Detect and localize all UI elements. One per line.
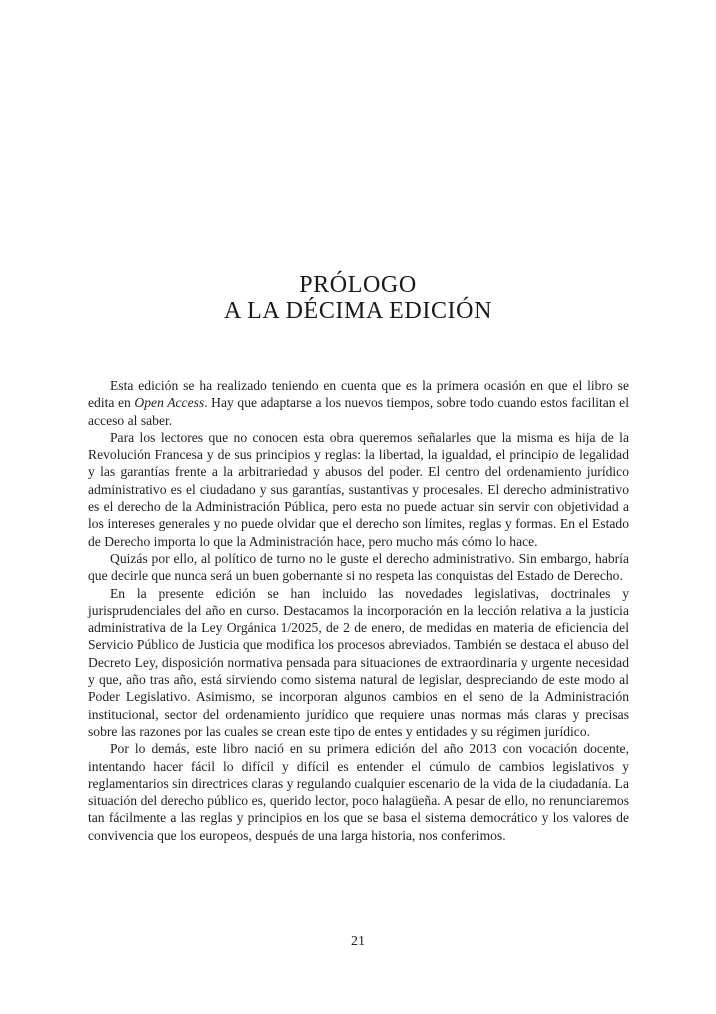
paragraph-5: Por lo demás, este libro nació en su primera edición del año 2013 con vocación docente, intentando hacer fácil lo difícil y difícil es entender el cúmulo de cambios legislativos y reglamentarios sin directrices claras y regulando cualquier escenario de la vida de la ciudadanía. La situación del derecho público es, querido lector, poco halagüeña. A pesar de ello, no renunciaremos tan fácilmente a las reglas y principios en los que se basa el sistema democrático y los valores de convivencia que los europeos, después de una larga historia, nos conferimos.	[88, 741, 629, 843]
chapter-heading	[0, 272, 716, 324]
paragraph-1	[88, 377, 629, 429]
paragraph-3: Quizás por ello, al político de turno no le guste el derecho administrativo. Sin embargo, habría que decirle que nunca será un buen gobernante si no respeta las conquistas del Estado de Derecho.	[88, 550, 629, 584]
paragraph-2: Para los lectores que no conocen esta obra queremos señalarles que la misma es hija de la Revolución Francesa y de sus principios y reglas: la libertad, la igualdad, el principio de legalidad y las garantías frente a la arbitrariedad y abusos del poder. El centro del ordenamiento jurídico administrativo es el ciudadano y sus garantías, sustantivas y procesales. El derecho administrativo es el derecho de la Administración Pública, pero esta no puede actuar sin servir con objetividad a los intereses generales y no puede olvidar que el derecho son límites, reglas y formas. En el Estado de Derecho importa lo que la Administración hace, pero mucho más cómo lo hace.	[88, 429, 629, 549]
heading-line-2: A LA DÉCIMA EDICIÓN	[223, 298, 493, 324]
prologue-body	[88, 377, 629, 844]
heading-line-1: PRÓLOGO	[299, 272, 417, 298]
open-access-term: Open Access	[134, 395, 205, 411]
paragraph-4: En la presente edición se han incluido las novedades legislativas, doctrinales y jurisprudenciales del año en curso. Destacamos la incorporación en la lección relativa a la justicia administrativa de la Ley Orgánica 1/2025, de 2 de enero, de medidas en materia de eficiencia del Servicio Público de Justicia que modifica los procesos abreviados. También se destaca el abuso del Decreto Ley, disposición normativa pensada para situaciones de extraordinaria y urgente necesidad y que, año tras año, está sirviendo como sistema natural de legislar, despreciando de este modo al Poder Legislativo. Asimismo, se incorporan algunos cambios en el seno de la Administración institucional, sector del ordenamiento jurídico que requiere unas normas más claras y precisas sobre las razones por las cuales se crean este tipo de entes y entidades y su régimen jurídico.	[88, 585, 629, 739]
paragraph-1-end: . Hay que adaptarse a los nuevos tiempos, sobre todo cuando estos facilitan el acceso al saber.	[88, 395, 629, 428]
paragraph-1-start: Esta edición se ha realizado teniendo en cuenta que es la primera ocasión en que el libro se edita en	[88, 378, 629, 411]
page-number: 21	[351, 934, 365, 949]
